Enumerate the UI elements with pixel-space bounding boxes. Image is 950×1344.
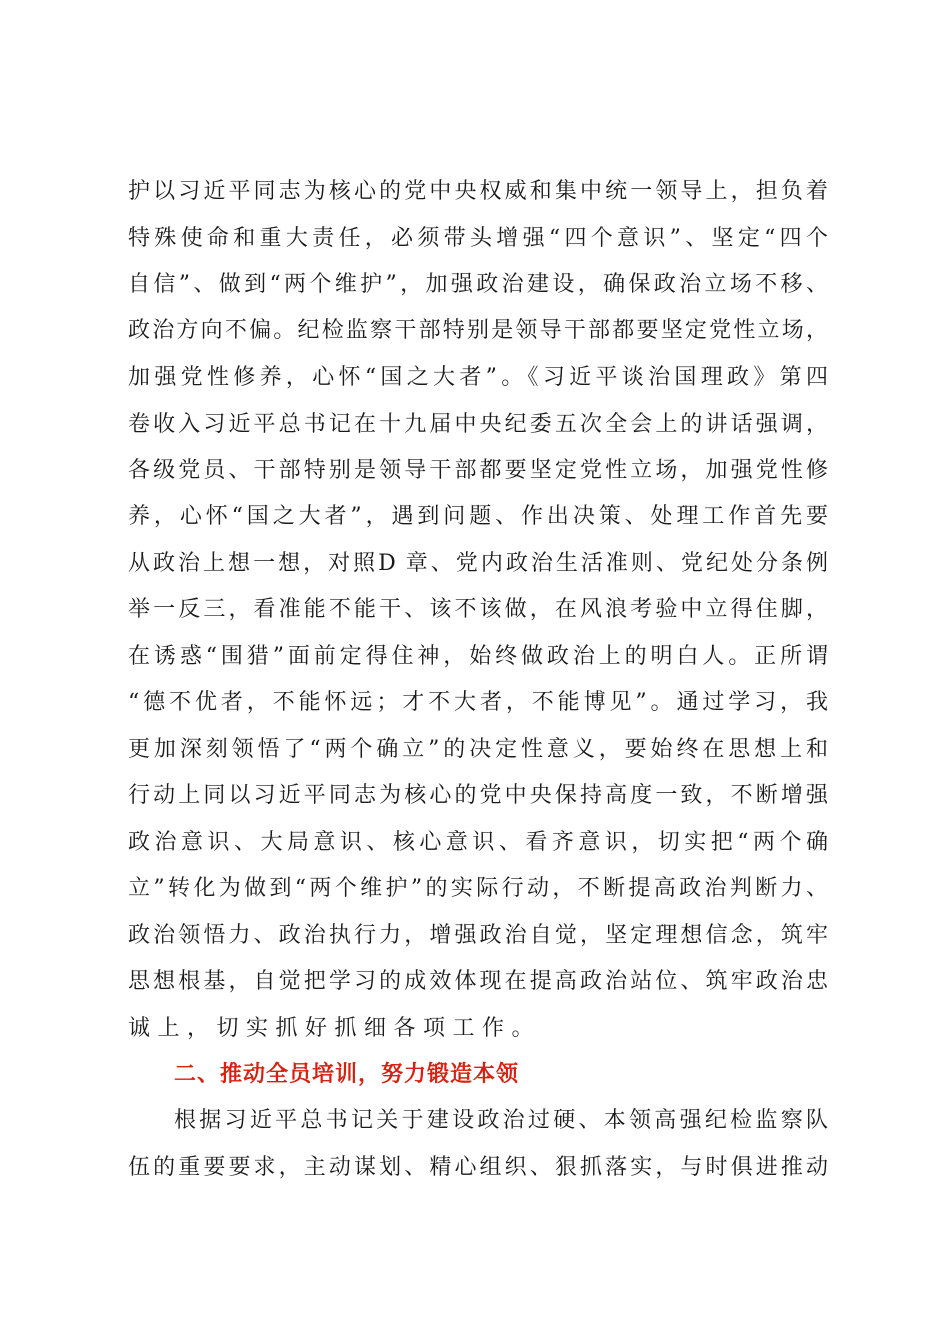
body-line-8: 养，心怀“国之大者”，遇到问题、作出决策、处理工作首先要 [128,504,828,529]
body-line-14: 行动上同以习近平同志为核心的党中央保持高度一致，不断增强 [128,783,828,808]
body-line-1: 护以习近平同志为核心的党中央权威和集中统一领导上，担负着 [128,179,828,204]
body-line-21: 伍的重要要求，主动谋划、精心组织、狠抓落实，与时俱进推动 [128,1155,828,1180]
body-line-16: 立”转化为做到“两个维护”的实际行动，不断提高政治判断力、 [128,876,828,901]
body-line-10: 举一反三，看准能不能干、该不该做，在风浪考验中立得住脚， [128,597,828,622]
body-line-11: 在诱惑“围猎”面前定得住神，始终做政治上的明白人。正所谓 [128,644,828,669]
body-line-6: 卷收入习近平总书记在十九届中央纪委五次全会上的讲话强调， [128,412,828,437]
body-line-19: 诚上，切实抓好抓细各项工作。 [128,1016,542,1041]
body-line-17: 政治领悟力、政治执行力，增强政治自觉，坚定理想信念，筑牢 [128,923,828,948]
body-line-18: 思想根基，自觉把学习的成效体现在提高政治站位、筑牢政治忠 [128,969,828,994]
body-line-9: 从政治上想一想，对照D 章、党内政治生活准则、党纪处分条例 [128,551,828,576]
body-line-15: 政治意识、大局意识、核心意识、看齐意识，切实把“两个确 [128,830,828,855]
body-line-13: 更加深刻领悟了“两个确立”的决定性意义，要始终在思想上和 [128,737,828,762]
body-line-20: 根据习近平总书记关于建设政治过硬、本领高强纪检监察队 [174,1108,828,1133]
section-heading: 二、推动全员培训，努力锻造本领 [174,1062,520,1087]
body-line-7: 各级党员、干部特别是领导干部都要坚定党性立场，加强党性修 [128,458,828,483]
body-line-5: 加强党性修养，心怀“国之大者”。《习近平谈治国理政》第四 [128,365,828,390]
body-line-4: 政治方向不偏。纪检监察干部特别是领导干部都要坚定党性立场， [128,318,828,343]
body-line-3: 自信”、做到“两个维护”，加强政治建设，确保政治立场不移、 [128,272,828,297]
body-line-2: 特殊使命和重大责任，必须带头增强“四个意识”、坚定“四个 [128,226,828,251]
body-line-12: “德不优者，不能怀远；才不大者，不能博见”。通过学习，我 [128,690,828,715]
